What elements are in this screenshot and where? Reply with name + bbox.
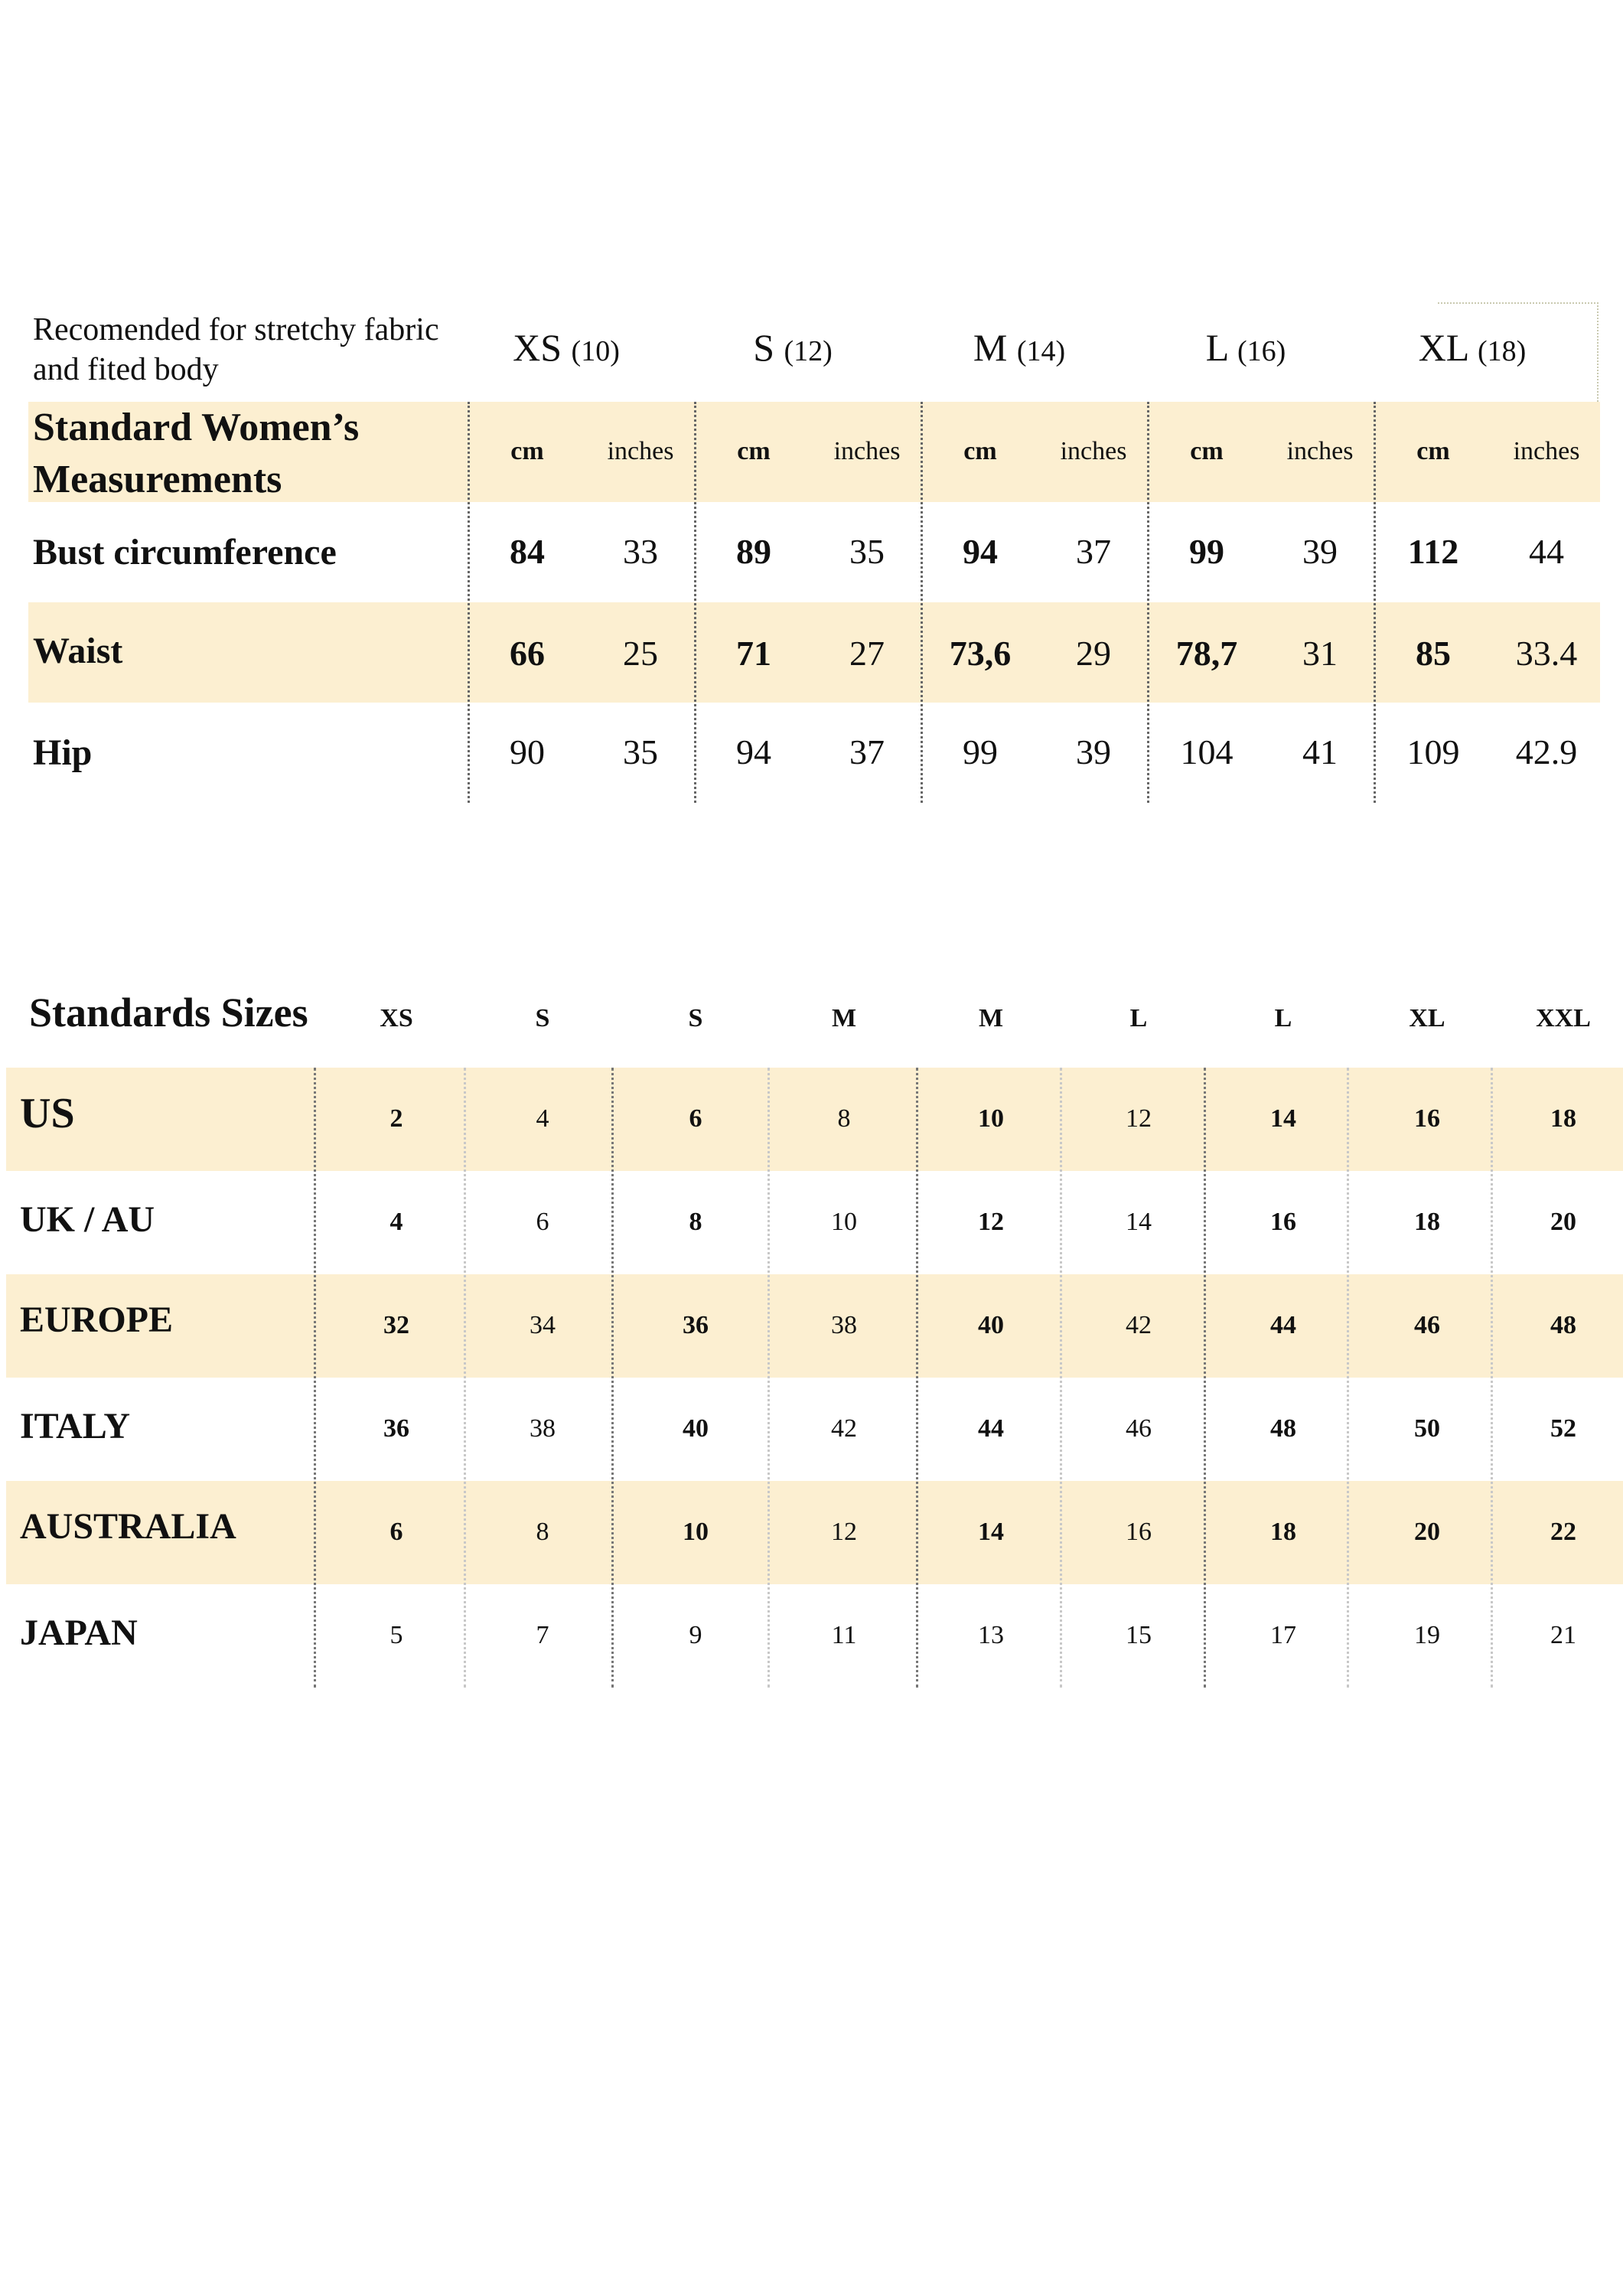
- row-label: EUROPE: [20, 1300, 174, 1340]
- bust-row: [28, 502, 1600, 602]
- value-inches: 37: [849, 732, 885, 771]
- size-value: 14: [1270, 1104, 1296, 1133]
- value-cm: 71: [736, 634, 771, 673]
- size-value: 40: [683, 1414, 709, 1443]
- value-inches: 37: [1076, 532, 1111, 571]
- size-header-m: M (14): [973, 326, 1066, 369]
- value-cm: 112: [1407, 532, 1459, 571]
- value-cm: 66: [510, 634, 545, 673]
- size-value: 40: [978, 1311, 1004, 1339]
- size-value: 5: [389, 1621, 403, 1649]
- size-header: M: [978, 1004, 1004, 1032]
- size-value: 50: [1414, 1414, 1440, 1443]
- value-cm: 89: [736, 532, 771, 571]
- size-value: 32: [383, 1311, 409, 1339]
- size-header: L: [1274, 1004, 1292, 1032]
- column-divider: [1347, 1068, 1349, 1688]
- value-inches: 35: [849, 532, 885, 571]
- size-value: 11: [831, 1621, 857, 1649]
- size-value: 16: [1126, 1518, 1152, 1546]
- size-row-italy: [6, 1378, 1623, 1481]
- waist-row: [28, 602, 1600, 703]
- value-cm: 99: [1189, 532, 1224, 571]
- size-value: 12: [978, 1208, 1004, 1236]
- size-header: XL: [1409, 1004, 1445, 1032]
- size-header: M: [831, 1004, 857, 1032]
- row-label: UK / AU: [20, 1199, 155, 1240]
- size-value: 9: [689, 1621, 702, 1649]
- measurements-title: Standard Women’s Measurements: [33, 406, 360, 501]
- size-row-japan: [6, 1584, 1623, 1688]
- value-inches: 29: [1076, 634, 1111, 673]
- size-value: 14: [1126, 1208, 1152, 1236]
- row-label: Hip: [33, 732, 93, 773]
- value-inches: 35: [623, 732, 658, 771]
- value-cm: 94: [963, 532, 998, 571]
- column-divider: [1147, 402, 1149, 803]
- size-value: 16: [1414, 1104, 1440, 1133]
- size-value: 46: [1126, 1414, 1152, 1443]
- column-divider: [611, 1068, 614, 1688]
- dotted-frame: [1438, 302, 1599, 402]
- size-value: 48: [1270, 1414, 1296, 1443]
- size-value: 42: [831, 1414, 857, 1443]
- size-value: 10: [831, 1208, 857, 1236]
- value-cm: 99: [963, 732, 998, 771]
- unit-inches: inches: [1060, 437, 1127, 465]
- value-cm: 73,6: [949, 634, 1012, 673]
- value-inches: 31: [1302, 634, 1338, 673]
- size-value: 13: [978, 1621, 1004, 1649]
- size-header: S: [535, 1004, 550, 1032]
- row-label: Waist: [33, 631, 123, 671]
- size-value: 42: [1126, 1311, 1152, 1339]
- size-row-europe: [6, 1274, 1623, 1378]
- size-header: XXL: [1536, 1004, 1591, 1032]
- hip-row: [28, 703, 1600, 803]
- value-cm: 109: [1406, 732, 1460, 771]
- unit-cm: cm: [1190, 437, 1224, 465]
- size-header-s: S (12): [753, 326, 833, 369]
- value-inches: 44: [1529, 532, 1564, 571]
- value-inches: 25: [623, 634, 658, 673]
- column-divider: [468, 402, 470, 803]
- column-divider: [314, 1068, 316, 1688]
- size-value: 17: [1270, 1621, 1296, 1649]
- value-inches: 33: [623, 532, 658, 571]
- value-cm: 94: [736, 732, 771, 771]
- size-header: XS: [380, 1004, 413, 1032]
- size-value: 16: [1270, 1208, 1296, 1236]
- size-value: 12: [1126, 1104, 1152, 1133]
- size-value: 8: [837, 1104, 851, 1133]
- size-value: 36: [383, 1414, 409, 1443]
- row-label: JAPAN: [20, 1613, 138, 1653]
- standard-sizes-table: [6, 964, 1623, 1688]
- unit-inches: inches: [1513, 437, 1580, 465]
- size-header: L: [1129, 1004, 1148, 1032]
- fabric-note: [33, 310, 439, 390]
- size-value: 21: [1550, 1621, 1576, 1649]
- size-row-australia: [6, 1481, 1623, 1584]
- fabric-note-line-1: Recomended for stretchy fabric: [33, 312, 439, 347]
- units-row: [28, 402, 1600, 502]
- row-label: Bust circumference: [33, 532, 337, 572]
- row-label: AUSTRALIA: [20, 1506, 236, 1547]
- sizes-title: Standards Sizes: [29, 990, 308, 1035]
- size-row-us: [6, 1068, 1623, 1171]
- fabric-note-line-2: and fited body: [33, 352, 219, 387]
- sizes-header: [6, 964, 1623, 1068]
- size-header-xl: XL (18): [1418, 326, 1527, 369]
- size-value: 36: [683, 1311, 709, 1339]
- unit-inches: inches: [833, 437, 901, 465]
- value-cm: 78,7: [1175, 634, 1238, 673]
- size-value: 19: [1414, 1621, 1440, 1649]
- size-value: 10: [683, 1518, 709, 1546]
- size-value: 12: [831, 1518, 857, 1546]
- size-value: 15: [1126, 1621, 1152, 1649]
- size-value: 14: [978, 1518, 1004, 1546]
- size-header: S: [688, 1004, 703, 1032]
- size-value: 18: [1270, 1518, 1296, 1546]
- size-value: 18: [1550, 1104, 1576, 1133]
- size-value: 44: [1270, 1311, 1296, 1339]
- size-value: 18: [1414, 1208, 1440, 1236]
- unit-inches: inches: [607, 437, 674, 465]
- value-inches: 27: [849, 634, 885, 673]
- row-label: US: [20, 1090, 75, 1137]
- value-inches: 41: [1302, 732, 1338, 771]
- size-value: 6: [536, 1208, 549, 1236]
- size-value: 7: [536, 1621, 549, 1649]
- value-cm: 84: [510, 532, 545, 571]
- unit-cm: cm: [963, 437, 997, 465]
- column-divider: [916, 1068, 918, 1688]
- size-header-l: L (16): [1205, 326, 1286, 369]
- size-value: 6: [689, 1104, 702, 1133]
- column-divider: [768, 1068, 770, 1688]
- size-value: 8: [536, 1518, 549, 1546]
- size-value: 4: [536, 1104, 549, 1133]
- unit-inches: inches: [1286, 437, 1354, 465]
- measurements-table: [28, 302, 1600, 803]
- size-value: 6: [389, 1518, 403, 1546]
- value-inches: 33.4: [1515, 634, 1578, 673]
- column-divider: [1060, 1068, 1062, 1688]
- row-label: ITALY: [20, 1406, 131, 1446]
- size-value: 22: [1550, 1518, 1576, 1546]
- column-divider: [694, 402, 696, 803]
- unit-cm: cm: [737, 437, 771, 465]
- column-divider: [464, 1068, 466, 1688]
- value-cm: 90: [510, 732, 545, 771]
- size-value: 20: [1414, 1518, 1440, 1546]
- size-value: 44: [978, 1414, 1004, 1443]
- column-divider: [1491, 1068, 1493, 1688]
- value-cm: 104: [1180, 732, 1234, 771]
- size-value: 38: [831, 1311, 857, 1339]
- size-value: 38: [530, 1414, 556, 1443]
- column-divider: [1204, 1068, 1206, 1688]
- value-inches: 39: [1076, 732, 1111, 771]
- size-value: 20: [1550, 1208, 1576, 1236]
- size-value: 34: [530, 1311, 556, 1339]
- size-value: 52: [1550, 1414, 1576, 1443]
- unit-cm: cm: [1416, 437, 1450, 465]
- column-divider: [921, 402, 923, 803]
- size-value: 48: [1550, 1311, 1576, 1339]
- size-row-uk-au: [6, 1171, 1623, 1274]
- size-header-xs: XS (10): [513, 326, 620, 369]
- value-cm: 85: [1416, 634, 1451, 673]
- size-value: 4: [389, 1208, 403, 1236]
- measurements-header: [28, 302, 1600, 402]
- size-value: 10: [978, 1104, 1004, 1133]
- size-value: 8: [689, 1208, 702, 1236]
- size-value: 46: [1414, 1311, 1440, 1339]
- column-divider: [1374, 402, 1376, 803]
- unit-cm: cm: [510, 437, 544, 465]
- value-inches: 39: [1302, 532, 1338, 571]
- value-inches: 42.9: [1515, 732, 1578, 771]
- size-value: 2: [389, 1104, 403, 1133]
